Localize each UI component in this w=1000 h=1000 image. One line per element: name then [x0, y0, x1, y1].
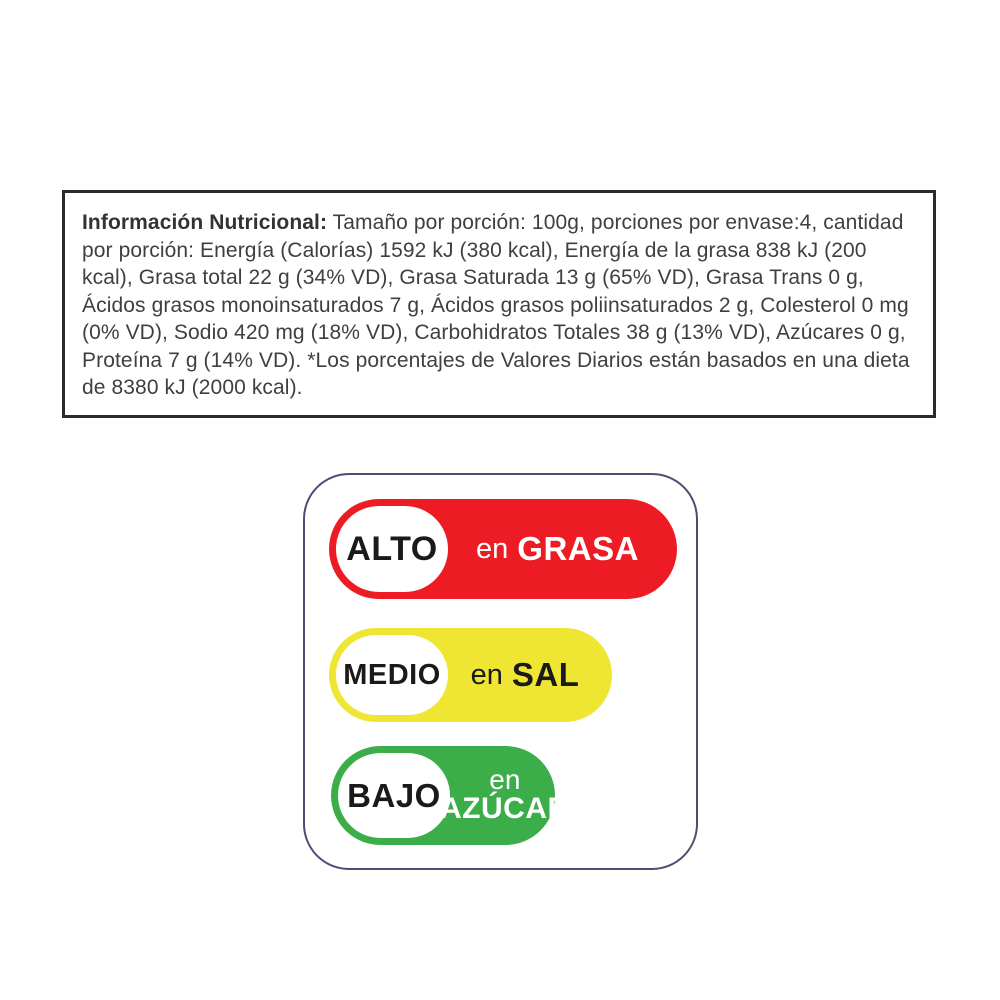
nutrition-info-body: Tamaño por porción: 100g, porciones por envase:4, cantidad por porción: Energía (Calorías) 1592 kJ (380 kcal), Energía de la grasa 838 kJ (200 kcal), Grasa total 22 g (34% VD), Grasa Saturada 13 g (65% VD), Grasa Trans 0 g, Ácidos grasos monoinsaturados 7 g, Ácidos grasos poliinsaturados 2 g, Colesterol 0 mg (0% VD), Sodio 420 mg (18% VD), Carbohidratos Totales 38 g (13% VD), Azúcares 0 g, Proteína 7 g (14% VD). *Los porcentajes de Valores Diarios están basados en una dieta de 8380 kJ (2000 kcal).	[82, 211, 910, 399]
badge-level-oval	[336, 506, 448, 592]
badge-nutrient-label	[448, 656, 612, 694]
badge-bajo-en-azucar	[331, 746, 570, 845]
badge-nutrient-label	[448, 530, 677, 568]
badge-medio-en-sal	[329, 628, 612, 722]
warning-badges-panel	[303, 473, 698, 870]
badge-level-oval	[338, 753, 450, 838]
badge-nutrient-text: AZÚCAR	[440, 792, 570, 826]
badge-prefix-text: en	[470, 658, 503, 691]
nutrition-info-title: Información Nutricional:	[82, 211, 328, 234]
badge-level-text: ALTO	[346, 529, 438, 568]
badge-level-oval	[336, 635, 448, 715]
badge-level-text: BAJO	[347, 776, 441, 814]
badge-nutrient-text: SAL	[511, 656, 580, 693]
badge-alto-en-grasa	[329, 499, 677, 599]
badge-level-text: MEDIO	[343, 658, 441, 691]
badge-prefix-text: en	[489, 763, 521, 795]
badge-prefix-text: en	[476, 532, 509, 565]
nutrition-info-paragraph	[82, 209, 916, 402]
badge-nutrient-label	[440, 763, 574, 826]
badge-nutrient-text: GRASA	[517, 530, 639, 567]
nutrition-info-box	[62, 190, 936, 418]
